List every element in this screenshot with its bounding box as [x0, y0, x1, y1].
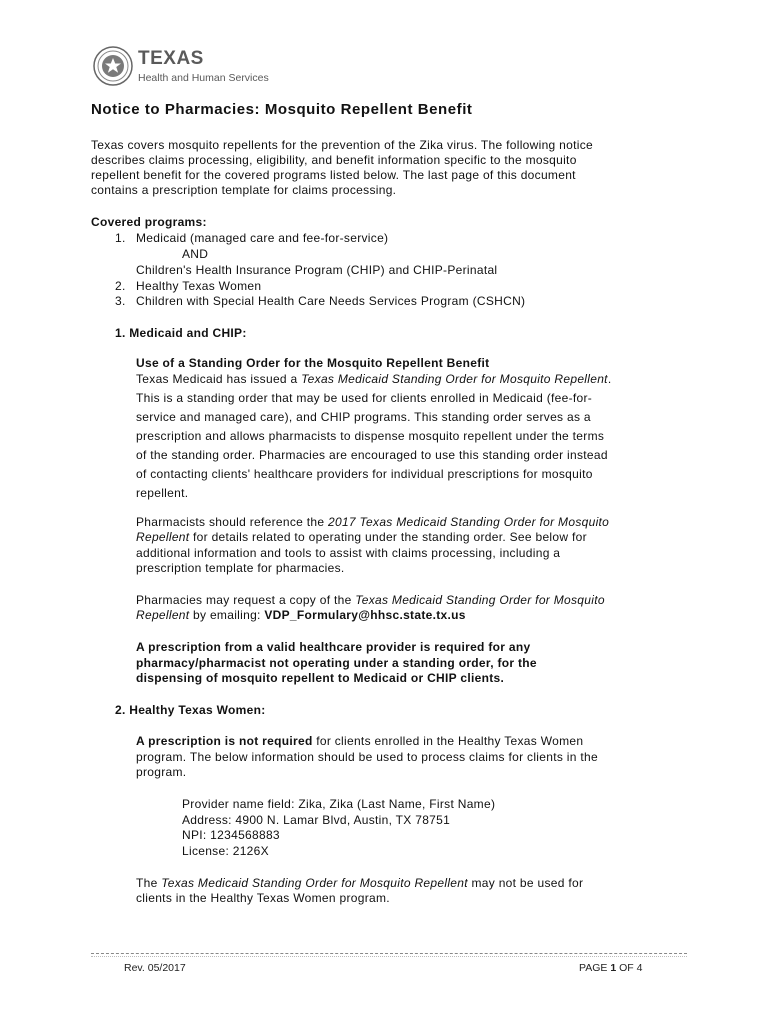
section1-subheading: Use of a Standing Order for the Mosquito Repellent Benefit [136, 356, 490, 370]
section2-heading: 2. Healthy Texas Women: [115, 703, 266, 717]
page-suffix: OF 4 [616, 962, 643, 974]
text-run: Texas Medicaid has issued a [136, 372, 302, 386]
revision-date: Rev. 05/2017 [124, 962, 186, 974]
text-run: for clients enrolled in the Healthy Texas Women [312, 734, 584, 748]
section1-p2-line [136, 530, 587, 545]
list-item-htw: Healthy Texas Women [136, 279, 262, 293]
list-item-chip: Children's Health Insurance Program (CHIP) and CHIP-Perinatal [136, 263, 498, 277]
covered-programs-heading: Covered programs: [91, 215, 207, 229]
section1-p2-line: prescription template for pharmacies. [136, 561, 345, 575]
section1-p2-line: additional information and tools to assist with claims processing, including a [136, 546, 561, 560]
intro-line: contains a prescription template for claims processing. [91, 183, 397, 197]
texas-seal-icon [93, 46, 133, 86]
provider-npi: NPI: 1234568883 [182, 828, 280, 842]
intro-line: describes claims processing, eligibility, and benefit information specific to the mosquito [91, 153, 577, 167]
list-number: 3. [115, 294, 126, 308]
provider-name-field: Provider name field: Zika, Zika (Last Name, First Name) [182, 797, 496, 811]
section2-p1-line: program. [136, 765, 187, 779]
footer-divider [91, 953, 687, 954]
text-run: for details related to operating under the standing order. See below for [189, 530, 587, 544]
logo-hhs-text: Health and Human Services [138, 72, 269, 84]
logo-texas-text: TEXAS [138, 48, 204, 69]
section1-p2-line [136, 515, 609, 530]
text-run-italic: Texas Medicaid Standing Order for Mosquito [355, 593, 605, 607]
footer-divider [91, 956, 687, 957]
text-run: Pharmacies may request a copy of the [136, 593, 356, 607]
page-current: 1 [610, 962, 617, 974]
list-item-medicaid: Medicaid (managed care and fee-for-service) [136, 231, 389, 245]
section1-p3-line [136, 608, 466, 623]
page-title: Notice to Pharmacies: Mosquito Repellent Benefit [91, 101, 473, 118]
provider-address: Address: 4900 N. Lamar Blvd, Austin, TX 78751 [182, 813, 451, 827]
text-run-italic: Texas Medicaid Standing Order for Mosquito Repellent [301, 372, 608, 386]
text-run: may not be used for [467, 876, 584, 890]
section1-p3-line [136, 593, 605, 608]
text-run-bold: A prescription is not required [136, 734, 313, 748]
text-run: by emailing: [189, 608, 265, 622]
section1-p4-line: dispensing of mosquito repellent to Medicaid or CHIP clients. [136, 671, 505, 685]
section1-p1-line: prescription and allows pharmacists to dispense mosquito repellent under the terms [136, 429, 605, 443]
text-run: Pharmacists should reference the [136, 515, 328, 529]
page-prefix: PAGE [579, 962, 611, 974]
text-run-italic: 2017 Texas Medicaid Standing Order for Mosquito [328, 515, 610, 529]
page-number [579, 962, 642, 974]
text-run: The [136, 876, 162, 890]
list-item-cshcn: Children with Special Health Care Needs Services Program (CSHCN) [136, 294, 526, 308]
hhs-logo [93, 46, 293, 94]
list-number: 2. [115, 279, 126, 293]
list-and: AND [182, 247, 209, 261]
section1-p4-line: A prescription from a valid healthcare provider is required for any [136, 640, 531, 654]
section2-p1-line [136, 734, 583, 749]
section2-p2-line: clients in the Healthy Texas Women program. [136, 891, 390, 905]
section1-p1-line: service and managed care), and CHIP programs. This standing order serves as a [136, 410, 591, 424]
section1-p1-line: This is a standing order that may be used for clients enrolled in Medicaid (fee-for- [136, 391, 593, 405]
text-run-italic: Repellent [136, 530, 190, 544]
provider-license: License: 2126X [182, 844, 269, 858]
text-run-italic: Repellent [136, 608, 190, 622]
section1-p1-line: repellent. [136, 486, 189, 500]
intro-line: repellent benefit for the covered programs listed below. The last page of this document [91, 168, 576, 182]
section2-p2-line [136, 876, 583, 891]
list-number: 1. [115, 231, 126, 245]
text-run: . [607, 372, 612, 386]
section1-p1-line [136, 372, 611, 387]
section1-heading: 1. Medicaid and CHIP: [115, 326, 247, 340]
section1-p4-line: pharmacy/pharmacist not operating under a standing order, for the [136, 656, 537, 670]
section1-p1-line: of the standing order. Pharmacies are encouraged to use this standing order instead [136, 448, 608, 462]
email-link[interactable]: VDP_Formulary@hhsc.state.tx.us [264, 608, 466, 622]
section2-p1-line: program. The below information should be used to process claims for clients in the [136, 750, 598, 764]
intro-line: Texas covers mosquito repellents for the prevention of the Zika virus. The following notice [91, 138, 593, 152]
section1-p1-line: of contacting clients' healthcare providers for individual prescriptions for mosquito [136, 467, 593, 481]
text-run-italic: Texas Medicaid Standing Order for Mosquito Repellent [161, 876, 468, 890]
